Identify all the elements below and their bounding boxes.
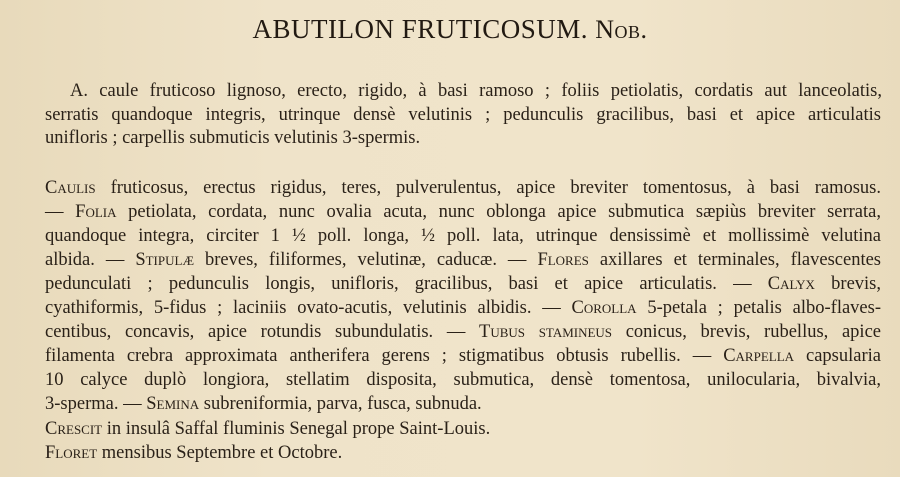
author-abbreviation: Nob. — [595, 15, 648, 44]
term-stipulae: Stipulæ — [135, 250, 195, 270]
diagnosis-line: unifloris ; carpellis submuticis velutinis 3-spermis. — [45, 128, 421, 148]
description-text: albida. — — [45, 250, 136, 270]
description-line — [45, 345, 881, 367]
flowering-text: mensibus Septembre et Octobre. — [97, 443, 343, 463]
description-text: petiolata, cordata, nunc ovalia acuta, nunc oblonga apice submutica sæpiùs breviter serrata, — [116, 202, 881, 222]
page-title — [0, 14, 900, 45]
term-tubus-stamineus: Tubus stamineus — [479, 322, 613, 342]
habitat-text: in insulâ Saffal fluminis Senegal prope Saint-Louis. — [102, 419, 491, 439]
term-corolla: Corolla — [571, 298, 637, 318]
description-text: — — [45, 202, 76, 222]
description-line — [45, 177, 881, 199]
description-text: pedunculati ; pedunculis longis, unifloris, gracilibus, basi et apice articulatis. — — [45, 274, 768, 294]
description-text: cyathiformis, 5-fidus ; laciniis ovato-acutis, velutinis albidis. — — [45, 298, 572, 318]
description-line — [45, 297, 881, 319]
description-line — [45, 201, 881, 223]
diagnosis-line: serratis quandoque integris, utrinque densè velutinis ; pedunculis gracilibus, basi et apice articulatis — [45, 105, 881, 125]
term-semina: Semina — [146, 394, 200, 414]
description-line — [45, 321, 881, 343]
description-text: axillares et terminales, flavescentes — [588, 250, 881, 270]
habitat-line — [45, 418, 881, 440]
description-line: 10 calyce duplò longiora, stellatim disposita, submutica, densè tomentosa, unilocularia, bivalvia, — [45, 370, 881, 390]
diagnosis-line: A. caule fruticoso lignoso, erecto, rigido, à basi ramoso ; foliis petiolatis, cordatis aut lanceolatis, — [70, 81, 882, 101]
description-text: brevis, — [814, 274, 881, 294]
description-line — [45, 273, 881, 295]
term-carpella: Carpella — [723, 346, 795, 366]
description-text: centibus, concavis, apice rotundis subundulatis. — — [45, 322, 480, 342]
description-text: capsularia — [794, 346, 881, 366]
description-text: filamenta crebra approximata antherifera gerens ; stigmatibus obtusis rubellis. — — [45, 346, 724, 366]
term-folia: Folia — [75, 202, 117, 222]
term-flores: Flores — [537, 250, 589, 270]
species-name: ABUTILON FRUTICOSUM. — [252, 14, 588, 44]
description-text: breves, filiformes, velutinæ, caducæ. — — [194, 250, 538, 270]
description-text: fruticosus, erectus rigidus, teres, pulverulentus, apice breviter tomentosus, à basi ramosus. — [95, 178, 881, 198]
term-floret: Floret — [45, 443, 98, 463]
description-text: 5-petala ; petalis albo-flaves- — [636, 298, 881, 318]
term-caulis: Caulis — [45, 178, 96, 198]
description-line: quandoque integra, circiter 1 ½ poll. longa, ½ poll. lata, utrinque densissimè et mollissimè velutina — [45, 226, 881, 246]
description-text: conicus, brevis, rubellus, apice — [612, 322, 881, 342]
description-line — [45, 249, 881, 271]
flowering-line — [45, 442, 881, 464]
term-crescit: Crescit — [45, 419, 103, 439]
description-text: 3-sperma. — — [45, 394, 147, 414]
description-text: subreniformia, parva, fusca, subnuda. — [199, 394, 482, 414]
description-line — [45, 393, 881, 415]
term-calyx: Calyx — [767, 274, 815, 294]
